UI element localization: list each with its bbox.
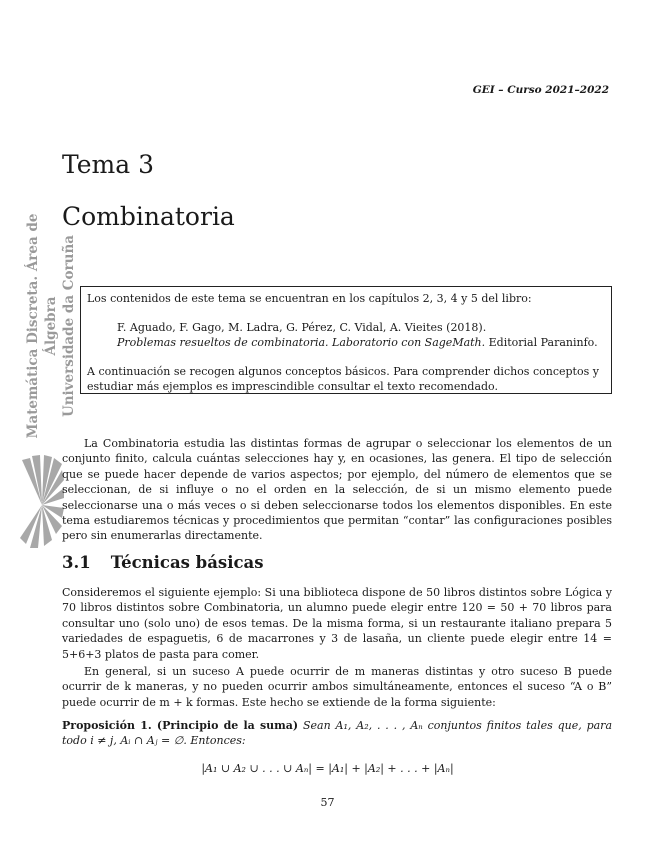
reference-title: Problemas resueltos de combinatoria. Laboratorio con SageMath.: [117, 336, 486, 349]
page-number: 57: [320, 796, 335, 809]
book-reference: [87, 320, 605, 350]
side-watermark-line1: Matemática Discreta. Área de Álgebra: [25, 213, 59, 439]
proposition: [62, 718, 612, 749]
scope-box: [80, 286, 612, 394]
scope-intro: Los contenidos de este tema se encuentran en los capítulos 2, 3, 4 y 5 del libro:: [87, 292, 532, 305]
side-watermark: [24, 196, 77, 456]
chapter-label: Tema 3: [62, 150, 154, 179]
sum-principle-formula: |A₁ ∪ A₂ ∪ . . . ∪ Aₙ| = |A₁| + |A₂| + . . . + |Aₙ|: [201, 762, 454, 775]
section-heading: [62, 553, 264, 572]
reference-publisher: Editorial Paraninfo.: [488, 336, 598, 349]
general-paragraph: En general, si un suceso A puede ocurrir de m maneras distintas y otro suceso B puede ocurrir de k maneras, y no pueden ocurrir ambos simultáneamente, entonces el suceso “A o B” puede ocurrir de m + k formas. Este hecho se extiende de la forma siguiente:: [62, 665, 612, 709]
reference-authors: F. Aguado, F. Gago, M. Ladra, G. Pérez, C. Vidal, A. Vieites (2018).: [117, 321, 487, 334]
intro-paragraph: La Combinatoria estudia las distintas formas de agrupar o seleccionar los elementos de un conjunto finito, calcula cuántas selecciones hay y, en ocasiones, las genera. El tipo de selección que se puede hacer depende de varios aspectos; por ejemplo, del número de elementos que se seleccionan, de si influye o no el orden en la selección, de si un mismo elemento puede seleccionarse una o más veces o si deben seleccionarse todos los elementos disponibles. En este tema estudiaremos técnicas y procedimientos que permitan “contar” las configuraciones posibles pero sin enumerarlas directamente.: [62, 437, 612, 543]
example-paragraph: Consideremos el siguiente ejemplo: Si una biblioteca dispone de 50 libros distintos sobre Lógica y 70 libros distintos sobre Combinatoria, un alumno puede elegir entre 120 = 50 + 70 libros para consultar uno (solo uno) de esos temas. De la misma forma, si un restaurante italiano prepara 5 variedades de espaguetis, 6 de macarrones y 3 de lasaña, un cliente puede elegir entre 14 = 5+6+3 platos de pasta para comer.: [62, 586, 612, 661]
proposition-statement: Sean A₁, A₂, . . . , Aₙ conjuntos finitos tales que, para todo i ≠ j, Aᵢ ∩ Aⱼ = ∅. Entonces:: [62, 719, 612, 748]
section-title: Técnicas básicas: [110, 553, 264, 572]
university-logo-icon: [18, 450, 66, 560]
chapter-title: Combinatoria: [62, 202, 235, 231]
proposition-label: Proposición 1. (Principio de la suma): [62, 719, 299, 732]
side-watermark-line2: Universidade da Coruña: [61, 234, 77, 418]
side-watermark-text: [24, 196, 78, 456]
scope-note: A continuación se recogen algunos conceptos básicos. Para comprender dichos conceptos y estudiar más ejemplos es imprescindible consultar el texto recomendado.: [87, 365, 599, 393]
running-head: GEI – Curso 2021–2022: [472, 84, 609, 96]
section-number: 3.1: [62, 553, 91, 572]
